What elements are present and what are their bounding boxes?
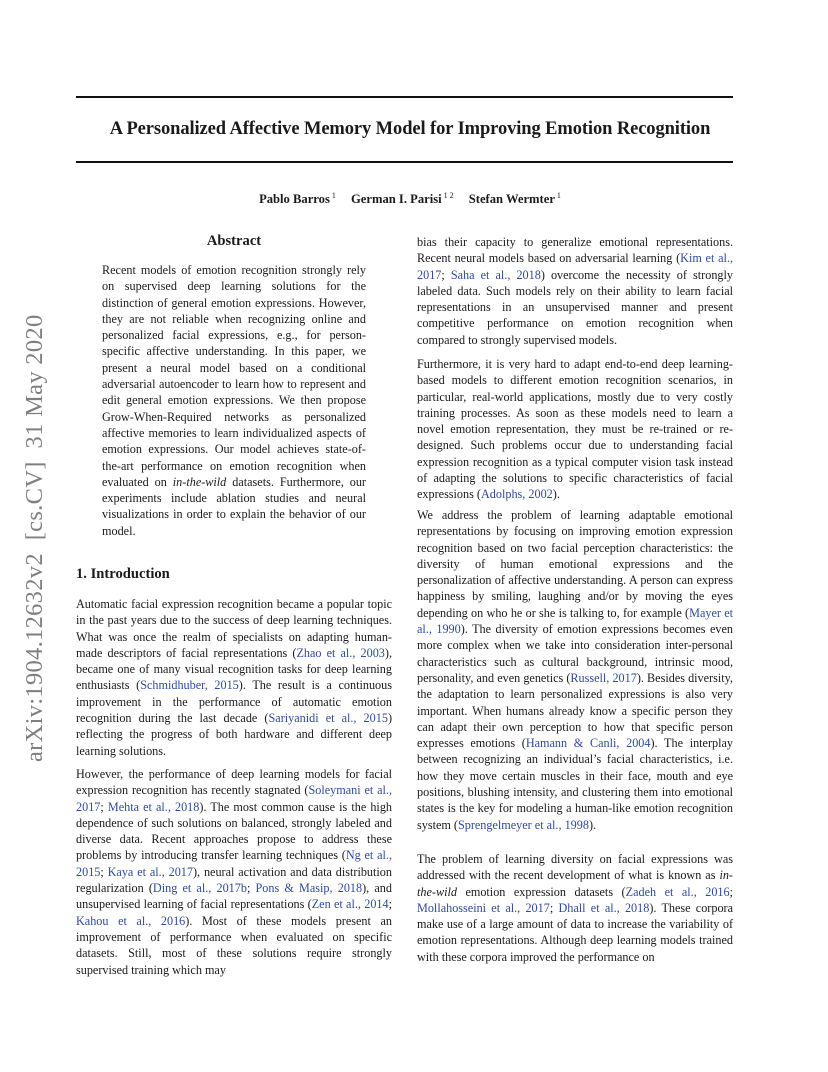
citation-link[interactable]: Schmidhuber, 2015 <box>140 678 239 693</box>
citation-link[interactable]: Ding et al., 2017b <box>152 881 247 896</box>
citation-link[interactable]: Kahou et al., 2016 <box>76 913 186 928</box>
paragraph <box>417 234 733 348</box>
abstract-heading: Abstract <box>206 233 262 249</box>
paragraph-text: However, the performance of deep learning models for facial expression recognition has recently stagnated ( <box>76 767 392 798</box>
paragraph-text: ). Most of these models present an improvement of performance when evaluated on specific datasets. Still, most of these solutions require strongly supervised training which may <box>76 913 392 977</box>
paragraph-text: ). These corpora make use of a large amount of data to increase the variability of emotion representations. Although deep learning models trained with these corpora improved the performance on <box>417 900 734 964</box>
citation-link[interactable]: Soleymani et al., 2017 <box>76 783 392 814</box>
paragraph-text: ; <box>246 881 256 896</box>
author-name: Stefan Wermter <box>468 192 555 207</box>
paragraph-text: ; <box>388 897 392 912</box>
paragraph-text: ; <box>549 900 559 915</box>
citation-link[interactable]: Zen et al., 2014 <box>311 897 389 912</box>
paragraph-text: ), became one of many visual recognition tasks for deep learning enthusiasts ( <box>76 645 392 693</box>
paragraph-text: We address the problem of learning adaptable emotional representations by focusing on improving emotion expression recognition based on two facial perception characteristics: the diversity of human emotional expressions and the personalization of affective understanding. A person can express happiness by smiling, laughing and/or by moving the eyes depending on who he or she is talking to, for example ( <box>417 508 733 620</box>
paragraph-text: ). The diversity of emotion expressions becomes even more complex when we take into consideration inter-personal characteristics such as cultural background, intrinsic mood, personality, and even genetics ( <box>417 622 734 685</box>
author-list <box>60 191 760 207</box>
citation-link[interactable]: Sariyanidi et al., 2015 <box>268 711 388 726</box>
author <box>469 192 561 206</box>
citation-link[interactable]: Kaya et al., 2017 <box>107 864 193 879</box>
citation-link[interactable]: Mayer et al., 1990 <box>417 605 734 637</box>
citation-link[interactable]: Russell, 2017 <box>570 670 637 685</box>
author-name: German I. Parisi <box>351 192 442 207</box>
paragraph-text: ) overcome the necessity of strongly labeled data. Such models rely on their ability to learn facial representations in an unsupervised manner and present competitive performance on emotion recognition when compared to strongly supervised models. <box>417 267 733 347</box>
paragraph <box>76 766 392 978</box>
citation-link[interactable]: Hamann & Canli, 2004 <box>525 736 651 751</box>
author-name: Pablo Barros <box>259 192 330 207</box>
top-rule <box>76 96 733 98</box>
paragraph-text: emotion expression datasets ( <box>456 884 626 899</box>
author <box>259 192 336 206</box>
paragraph-text: ) reflecting the progress of both hardware and different deep learning solutions. <box>76 711 392 758</box>
paragraph-text: Furthermore, it is very hard to adapt end-to-end deep learning-based models to different emotion recognition scenarios, in particular, real-world applications, mostly due to very costly training processes. As soon as these models need to learn a novel emotion representation, they must be re-trained or re-designed. Such problems occur due to understanding facial expression recognition as a typical computer vision task instead of adapting the solutions to specific characteristics of facial expressions ( <box>417 357 733 502</box>
arxiv-stamp: arXiv:1904.12632v2 [cs.CV] 31 May 2020 <box>21 314 48 762</box>
citation-link[interactable]: Mollahosseini et al., 2017 <box>417 900 550 915</box>
paragraph-text: ). The result is a continuous improvement in the performance of automatic emotion recognition during the last decade ( <box>76 678 392 726</box>
author <box>351 192 454 206</box>
citation-link[interactable]: Sprengelmeyer et al., 1998 <box>457 817 589 832</box>
author-affiliation: 1 <box>556 191 561 200</box>
author-affiliation: 1 2 <box>443 191 454 200</box>
citation-link[interactable]: Dhall et al., 2018 <box>558 900 650 915</box>
paragraph-text: bias their capacity to generalize emotional representations. Recent neural models based on adversarial learning ( <box>417 235 733 266</box>
citation-link[interactable]: Adolphs, 2002 <box>480 487 553 502</box>
section-heading-introduction: 1. Introduction <box>76 566 170 582</box>
paragraph-text: ). Besides diversity, the adaptation to learn personalized expressions is also very important. When humans already know a specific person they can adapt their own perception to how that specific person expresses emotions ( <box>417 670 733 751</box>
emphasis-text: in-the-wild <box>417 868 733 899</box>
title-bottom-rule <box>76 161 733 163</box>
paragraph <box>417 851 733 965</box>
paragraph-text: ; <box>729 884 733 899</box>
abstract-text: Recent models of emotion recognition strongly rely on supervised deep learning solutions for the distinction of general emotion expressions. However, they are not reliable when recognizing online and personalized facial expressions, e.g., for person-specific affective understanding. In this paper, we present a neural model based on a conditional adversarial autoencoder to learn how to represent and edit general emotion expressions. We then propose Grow-When-Required networks as personalized affective memories to learn individualized aspects of emotion expressions. Our model achieves state-of-the-art performance on emotion recognition when evaluated on in-the-wild datasets. Furthermore, our experiments include ablation studies and neural visualizations in order to explain the behavior of our model. <box>102 263 366 538</box>
citation-link[interactable]: Saha et al., 2018 <box>450 267 541 282</box>
citation-link[interactable]: Zadeh et al., 2016 <box>625 884 730 899</box>
citation-link[interactable]: Zhao et al., 2003 <box>296 645 385 660</box>
citation-link[interactable]: Ng et al., 2015 <box>76 848 392 879</box>
paragraph-text: ). The most common cause is the high dependence of such solutions on balanced, strongly labeled and diverse data. Recent approaches propose to address these problems by introducing transfer learning techniques ( <box>76 799 393 863</box>
paragraph <box>417 507 733 833</box>
paragraph-text: ), and unsupervised learning of facial representations ( <box>76 881 392 912</box>
citation-link[interactable]: Pons & Masip, 2018 <box>255 881 363 896</box>
paragraph-text: ). The interplay between recognizing an individual’s facial characteristics, i.e. how they move certain muscles in their face, mouth and eye positions, blushing intensity, and clustering them into emotional states is the key for modeling a human-like emotion recognition system ( <box>417 736 734 832</box>
paragraph-text: ; <box>100 799 108 814</box>
citation-link[interactable]: Mehta et al., 2018 <box>107 799 200 814</box>
paragraph-text: ; <box>441 267 451 282</box>
paragraph-text: Automatic facial expression recognition became a popular topic in the past years due to the success of deep learning techniques. What was once the realm of specialists on adapting human-made descriptors of facial representations ( <box>76 597 392 660</box>
paragraph-text: ). <box>588 817 597 832</box>
paper-title: A Personalized Affective Memory Model for Improving Emotion Recognition <box>109 119 711 139</box>
paragraph-text: ; <box>100 864 108 879</box>
author-affiliation: 1 <box>331 191 336 200</box>
citation-link[interactable]: Kim et al., 2017 <box>417 251 733 282</box>
paragraph-text: ). <box>552 487 560 502</box>
paragraph <box>76 596 392 759</box>
paragraph-text: ), neural activation and data distribution regularization ( <box>76 864 392 896</box>
paragraph-text: The problem of learning diversity on facial expressions was addressed with the recent development of what is known as <box>417 852 733 883</box>
paragraph <box>417 356 733 503</box>
